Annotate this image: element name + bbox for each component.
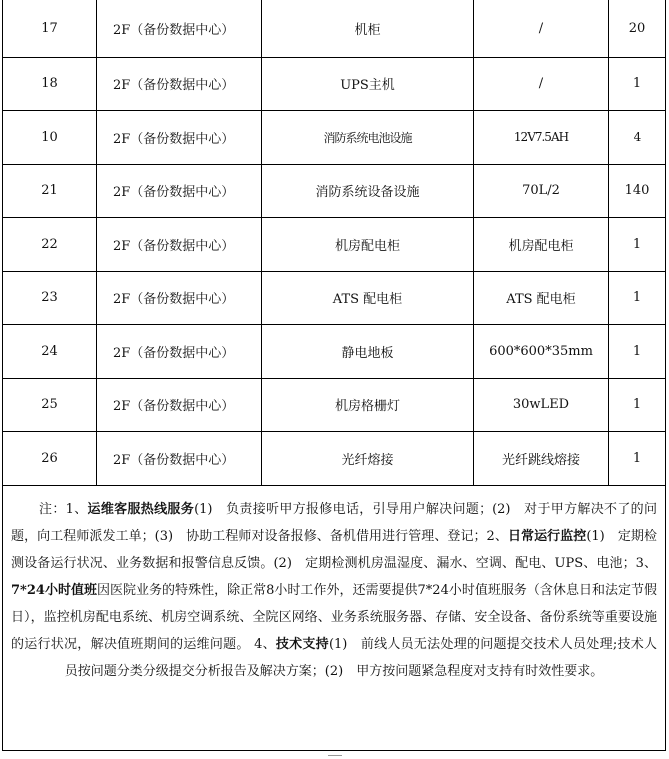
row-spec: 12V7.5AH — [474, 111, 609, 165]
row-spec: 光纤跳线熔接 — [474, 432, 609, 486]
row-location: 2F（备份数据中心） — [97, 57, 262, 111]
row-item: 机房配电柜 — [262, 218, 474, 272]
table-row — [3, 271, 666, 325]
row-number: 17 — [3, 0, 97, 57]
row-quantity: 20 — [609, 0, 666, 57]
notes-cell — [3, 485, 666, 750]
row-item: 光纤熔接 — [262, 432, 474, 486]
row-item: 机房格栅灯 — [262, 378, 474, 432]
notes-heading-duty: 7*24小时值班 — [11, 582, 97, 598]
row-location: 2F（备份数据中心） — [97, 325, 262, 379]
notes-text-hotline: (1) 负责接听甲方报修电话，引导用户解决问题；(2) 对于甲方解决不了的问题，向工程师派发工单；(3) 协助工程师对设备报修、备机借用进行管理、登记；2、 — [11, 501, 657, 544]
row-quantity: 140 — [609, 164, 666, 218]
equipment-table — [2, 0, 666, 751]
table-row — [3, 218, 666, 272]
table-row — [3, 325, 666, 379]
notes-row — [3, 485, 666, 750]
row-spec: / — [474, 0, 609, 57]
row-location: 2F（备份数据中心） — [97, 164, 262, 218]
row-quantity: 1 — [609, 325, 666, 379]
row-item: UPS主机 — [262, 57, 474, 111]
equipment-table-document — [2, 0, 665, 751]
row-item: 消防系统电池设施 — [262, 111, 474, 165]
table-row — [3, 0, 666, 57]
row-location: 2F（备份数据中心） — [97, 432, 262, 486]
row-location: 2F（备份数据中心） — [97, 378, 262, 432]
row-spec: 70L/2 — [474, 164, 609, 218]
notes-heading-monitoring: 日常运行监控 — [507, 528, 587, 544]
row-quantity: 1 — [609, 271, 666, 325]
table-row — [3, 378, 666, 432]
row-spec: 30wLED — [474, 378, 609, 432]
row-item: ATS 配电柜 — [262, 271, 474, 325]
row-quantity: 1 — [609, 432, 666, 486]
row-quantity: 1 — [609, 57, 666, 111]
row-item: 消防系统设备设施 — [262, 164, 474, 218]
table-row — [3, 432, 666, 486]
row-number: 22 — [3, 218, 97, 272]
row-number: 18 — [3, 57, 97, 111]
row-quantity: 4 — [609, 111, 666, 165]
notes-text-support: (1) 前线人员无法处理的问题提交技术人员处理;技术人员按问题分类分级提交分析报告及解决方案；(2) 甲方按问题紧急程度对支持有时效性要求。 — [64, 636, 657, 679]
row-spec: 600*600*35mm — [474, 325, 609, 379]
row-number: 23 — [3, 271, 97, 325]
page-edge-mark — [328, 755, 342, 756]
row-number: 25 — [3, 378, 97, 432]
row-spec: 机房配电柜 — [474, 218, 609, 272]
table-row — [3, 164, 666, 218]
row-number: 21 — [3, 164, 97, 218]
row-spec: / — [474, 57, 609, 111]
row-spec: ATS 配电柜 — [474, 271, 609, 325]
table-row — [3, 111, 666, 165]
table-row — [3, 57, 666, 111]
row-quantity: 1 — [609, 378, 666, 432]
row-location: 2F（备份数据中心） — [97, 0, 262, 57]
notes-paragraph — [11, 496, 657, 685]
row-number: 26 — [3, 432, 97, 486]
row-quantity: 1 — [609, 218, 666, 272]
row-location: 2F（备份数据中心） — [97, 111, 262, 165]
row-location: 2F（备份数据中心） — [97, 218, 262, 272]
row-number: 10 — [3, 111, 97, 165]
notes-text-duty: 因医院业务的特殊性，除正常8小时工作外，还需要提供7*24小时值班服务（含休息日和法定节假日），监控机房配电系统、机房空调系统、全院区网络、业务系统服务器、存储、安全设备、备份系统等重要设施的运行状况，解决值班期间的运维问题。 4、 — [11, 582, 658, 652]
row-item: 机柜 — [262, 0, 474, 57]
notes-prefix: 注：1、 — [39, 501, 88, 517]
row-number: 24 — [3, 325, 97, 379]
row-item: 静电地板 — [262, 325, 474, 379]
notes-text-monitoring: (1) 定期检测设备运行状况、业务数据和报警信息反馈。(2) 定期检测机房温湿度、漏水、空调、配电、UPS、电池；3、 — [11, 528, 657, 571]
notes-heading-support: 技术支持 — [275, 636, 329, 652]
row-location: 2F（备份数据中心） — [97, 271, 262, 325]
notes-heading-hotline: 运维客服热线服务 — [87, 501, 195, 517]
